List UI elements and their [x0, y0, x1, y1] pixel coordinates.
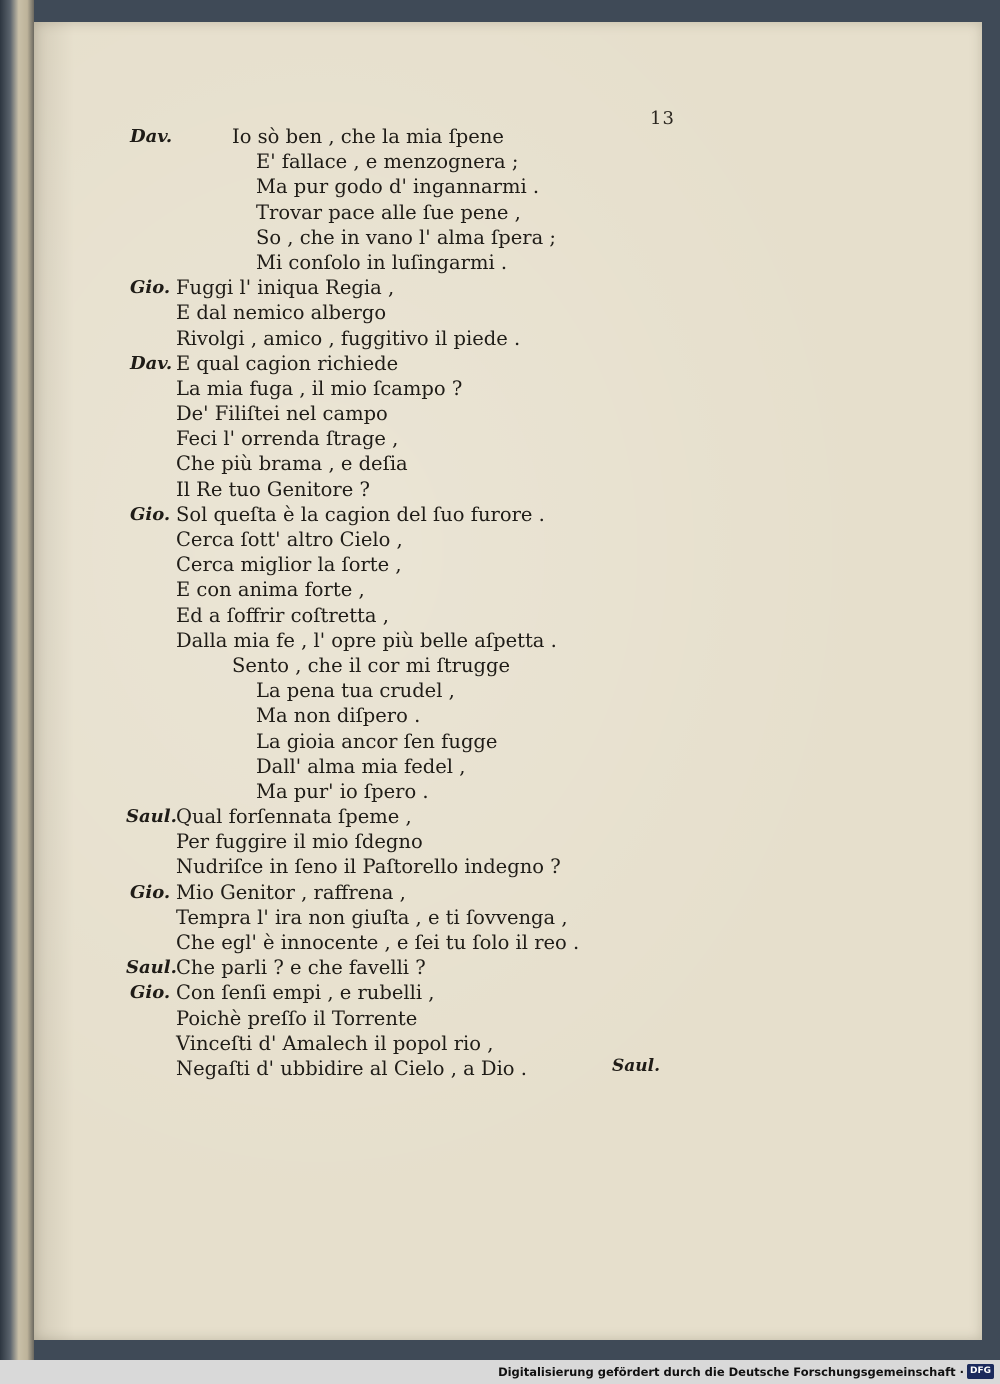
- verse-text: Cerca miglior la ſorte ,: [176, 553, 402, 577]
- verse-text: La pena tua crudel ,: [256, 679, 455, 703]
- verse-line: [0, 905, 1000, 930]
- verse-line: [0, 326, 1000, 351]
- verse-line: [0, 149, 1000, 174]
- verse-text: Poichè preſſo il Torrente: [176, 1006, 418, 1030]
- verse-line: [0, 754, 1000, 779]
- verse-line: [0, 729, 1000, 754]
- speaker-label: Gio.: [130, 982, 171, 1004]
- verse-line: [0, 124, 1000, 149]
- verse-line: [0, 955, 1000, 980]
- verse-text: Mio Genitor , raffrena ,: [176, 880, 406, 904]
- verse-line: [0, 300, 1000, 325]
- verse-line: [0, 225, 1000, 250]
- catchword: Saul.: [612, 1056, 661, 1076]
- verse-line: [0, 703, 1000, 728]
- verse-line: [0, 250, 1000, 275]
- verse-line: [0, 980, 1000, 1005]
- verse-line: [0, 1031, 1000, 1056]
- verse-line: [0, 880, 1000, 905]
- verse-text: La mia fuga , il mio ſcampo ?: [176, 376, 463, 400]
- verse-text: E dal nemico albergo: [176, 301, 387, 325]
- verse-text: Ma pur' io ſpero .: [256, 779, 429, 803]
- verse-text: La gioia ancor ſen fugge: [256, 729, 498, 753]
- speaker-label: Gio.: [130, 277, 171, 299]
- verse-text: Che più brama , e deſia: [176, 452, 408, 476]
- verse-text: Che egl' è innocente , e ſei tu ſolo il reo .: [176, 931, 580, 954]
- verse-line: [0, 426, 1000, 451]
- verse-text: Fuggi l' iniqua Regia ,: [176, 276, 395, 300]
- verse-text: Dalla mia fe , l' opre più belle aſpetta .: [176, 628, 557, 652]
- verse-text: Mi conſolo in luſingarmi .: [256, 250, 508, 274]
- verse-line: [0, 628, 1000, 653]
- verse-text: Sol queſta è la cagion del ſuo furore .: [176, 502, 545, 526]
- verse-line: [0, 1056, 1000, 1081]
- verse-line: [0, 653, 1000, 678]
- verse-line: [0, 552, 1000, 577]
- verse-text: So , che in vano l' alma ſpera ;: [256, 225, 556, 249]
- verse-text: Vinceſti d' Amalech il popol rio ,: [176, 1031, 494, 1055]
- verse-line: [0, 376, 1000, 401]
- verse-text: Io sò ben , che la mia ſpene: [232, 125, 504, 148]
- verse-text: E' fallace , e menzognera ;: [256, 150, 519, 174]
- verse-line: [0, 275, 1000, 300]
- verse-line: [0, 401, 1000, 426]
- verse-text: Che parli ? e che favelli ?: [176, 956, 426, 980]
- verse-text: Dall' alma mia fedel ,: [256, 754, 466, 778]
- verse-text: Cerca ſott' altro Cielo ,: [176, 528, 403, 551]
- verse-line: [0, 804, 1000, 829]
- footer-bar: [0, 1360, 1000, 1384]
- verse-text: Feci l' orrenda ſtrage ,: [176, 427, 399, 451]
- verse-text: Ed a ſoffrir coſtretta ,: [176, 603, 389, 627]
- verse-line: [0, 451, 1000, 476]
- verse-text: Tempra l' ira non giuſta , e ti ſovvenga ,: [176, 905, 568, 929]
- speaker-label: Dav.: [130, 352, 173, 374]
- verse-line: [0, 527, 1000, 552]
- verse-text: Rivolgi , amico , fuggitivo il piede .: [176, 326, 521, 350]
- verse-text: Per fuggire il mio ſdegno: [176, 830, 423, 854]
- verse-line: [0, 351, 1000, 376]
- verse-line: [0, 477, 1000, 502]
- verse-line: [0, 829, 1000, 854]
- verse-line: [0, 930, 1000, 955]
- page-number: 13: [650, 108, 675, 129]
- verse-line: [0, 603, 1000, 628]
- verse-text: Con ſenſi empi , e rubelli ,: [176, 981, 435, 1005]
- verse-text: Ma pur godo d' ingannarmi .: [256, 175, 540, 199]
- verse-line: [0, 174, 1000, 199]
- verse-text: Qual forſennata ſpeme ,: [176, 805, 412, 829]
- verse-line: [0, 200, 1000, 225]
- verse-line: [0, 1006, 1000, 1031]
- verse-line: [0, 678, 1000, 703]
- speaker-label: Gio.: [130, 503, 171, 525]
- verse-line: [0, 779, 1000, 804]
- verse-text: E qual cagion richiede: [176, 351, 399, 375]
- verse-line: [0, 577, 1000, 602]
- verse-text: Sento , che il cor mi ſtrugge: [232, 653, 511, 677]
- verse-text: E con anima forte ,: [176, 578, 365, 602]
- speaker-label: Gio.: [130, 881, 171, 903]
- verse-text: De' Filiſtei nel campo: [176, 402, 388, 426]
- speaker-label: Dav.: [130, 126, 173, 147]
- speaker-label: Saul.: [126, 957, 177, 979]
- verse-text: Trovar pace alle ſue pene ,: [256, 200, 521, 224]
- speaker-label: Saul.: [126, 806, 177, 828]
- footer-credit: Digitalisierung gefördert durch die Deutsche Forschungsgemeinschaft ·: [498, 1365, 964, 1379]
- verse-text-block: [0, 124, 1000, 1081]
- verse-text: Negaſti d' ubbidire al Cielo , a Dio .: [176, 1056, 527, 1080]
- verse-text: Nudriſce in ſeno il Paſtorello indegno ?: [176, 855, 561, 879]
- verse-line: [0, 854, 1000, 879]
- verse-text: Ma non diſpero .: [256, 704, 421, 728]
- verse-line: [0, 502, 1000, 527]
- verse-text: Il Re tuo Genitore ?: [176, 477, 370, 501]
- dfg-logo-icon: DFG: [967, 1364, 994, 1379]
